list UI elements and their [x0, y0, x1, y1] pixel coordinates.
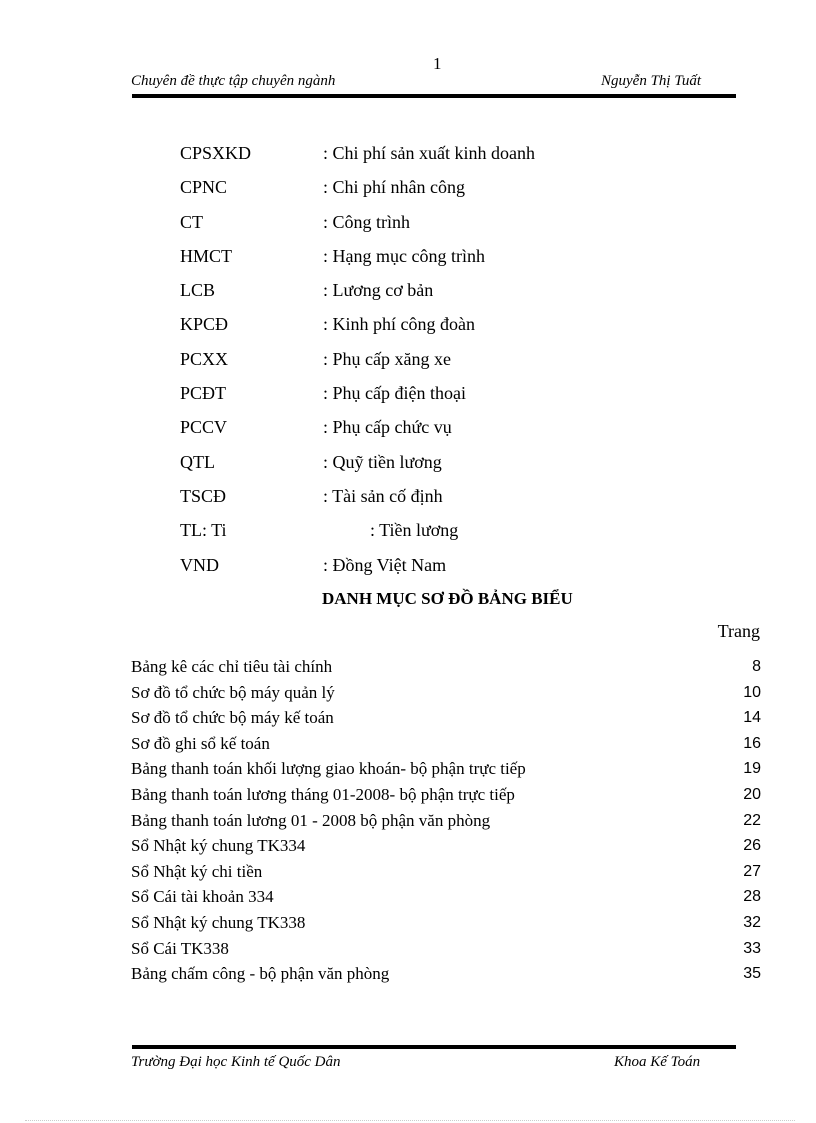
header-author-name: Nguyễn Thị Tuất: [601, 73, 702, 89]
footer-divider: [132, 1045, 736, 1049]
abbreviation-code: PCXX: [180, 348, 229, 369]
section-title: DANH MỤC SƠ ĐỒ BẢNG BIỂU: [322, 589, 573, 608]
abbreviation-definition: : Tài sản cố định: [323, 485, 443, 506]
abbreviation-definition: : Quỹ tiền lương: [323, 451, 442, 472]
toc-entry-title: Bảng kê các chỉ tiêu tài chính: [131, 657, 333, 676]
toc-entry-title: Sổ Nhật ký chung TK338: [131, 912, 306, 932]
toc-entry-page: 14: [743, 709, 761, 727]
abbreviation-code: LCB: [180, 280, 216, 301]
toc-entry: [131, 938, 761, 964]
toc-entry-page: 16: [743, 734, 761, 752]
toc-entry: [131, 963, 761, 989]
toc-entry-title: Sổ Cái tài khoản 334: [131, 887, 274, 907]
toc-entry-page: 35: [743, 965, 761, 983]
abbreviation-definition: : Chi phí nhân công: [323, 177, 465, 198]
abbreviation-definition: : Chi phí sản xuất kinh doanh: [323, 143, 535, 163]
abbreviation-definition: : Đồng Việt Nam: [323, 554, 447, 575]
abbreviation-code: VND: [180, 554, 219, 575]
toc-entry: [131, 758, 761, 784]
abbreviation-definition: : Kinh phí công đoàn: [323, 314, 475, 335]
abbreviation-definition: : Phụ cấp điện thoại: [323, 383, 466, 404]
abbreviation-code: HMCT: [180, 245, 233, 266]
abbreviation-definition: : Phụ cấp xăng xe: [323, 348, 451, 369]
page-number: 1: [433, 54, 442, 73]
abbreviation-code: PCĐT: [180, 383, 227, 404]
page-bottom-edge: [25, 1120, 795, 1121]
toc-entry-title: Sổ Cái TK338: [131, 938, 229, 958]
footer-university: Trường Đại học Kinh tế Quốc Dân: [131, 1054, 341, 1070]
abbreviation-code: CPSXKD: [180, 143, 252, 163]
header-divider: [132, 94, 736, 98]
toc-entry-page: 28: [743, 888, 761, 906]
toc-entry: [131, 707, 761, 733]
table-of-contents: [131, 656, 761, 989]
abbreviation-code: TSCĐ: [180, 485, 227, 506]
toc-entry-page: 26: [743, 837, 761, 855]
toc-entry-page: 8: [752, 658, 761, 675]
toc-entry-title: Bảng thanh toán lương tháng 01-2008- bộ phận trực tiếp: [131, 784, 515, 804]
toc-entry: [131, 861, 761, 887]
toc-entry-title: Sổ Nhật ký chung TK334: [131, 836, 306, 856]
toc-entry-page: 33: [743, 939, 761, 957]
abbreviation-code: TL: Ti: [180, 520, 227, 541]
header-document-title: Chuyên đề thực tập chuyên ngành: [131, 73, 336, 89]
abbreviation-code: QTL: [180, 451, 215, 472]
toc-entry-title: Bảng chấm công - bộ phận văn phòng: [131, 964, 390, 984]
toc-entry-page: 22: [743, 811, 761, 829]
abbreviation-definition: : Tiền lương: [370, 520, 459, 541]
toc-entry: [131, 912, 761, 938]
toc-entry-page: 10: [743, 683, 761, 701]
toc-entry-title: Bảng thanh toán lương 01 - 2008 bộ phận văn phòng: [131, 810, 491, 830]
abbreviation-code: PCCV: [180, 417, 228, 438]
toc-entry: [131, 733, 761, 759]
abbreviation-definition: : Hạng mục công trình: [323, 245, 485, 266]
toc-entry-title: Sổ Nhật ký chi tiền: [131, 861, 263, 881]
toc-entry: [131, 886, 761, 912]
toc-entry-title: Bảng thanh toán khối lượng giao khoán- bộ phận trực tiếp: [131, 759, 526, 779]
toc-entry: [131, 682, 761, 708]
toc-entry-page: 27: [743, 862, 761, 880]
abbreviation-code: CPNC: [180, 177, 228, 198]
toc-entry: [131, 810, 761, 836]
toc-entry-page: 19: [743, 760, 761, 778]
toc-entry: [131, 784, 761, 810]
page-column-label: Trang: [717, 621, 760, 641]
abbreviation-code: KPCĐ: [180, 314, 229, 335]
footer-faculty: Khoa Kế Toán: [614, 1054, 701, 1070]
abbreviation-definition: : Lương cơ bản: [323, 280, 434, 301]
toc-entry: [131, 835, 761, 861]
toc-entry-title: Sơ đồ tổ chức bộ máy kế toán: [131, 708, 334, 728]
toc-entry-page: 32: [743, 913, 761, 931]
abbreviation-definition: : Phụ cấp chức vụ: [323, 417, 452, 438]
abbreviation-code: CT: [180, 211, 204, 232]
abbreviation-definition: : Công trình: [323, 211, 411, 232]
toc-entry: [131, 656, 761, 682]
toc-entry-title: Sơ đồ tổ chức bộ máy quản lý: [131, 682, 335, 702]
toc-entry-title: Sơ đồ ghi sổ kế toán: [131, 733, 270, 753]
toc-entry-page: 20: [743, 785, 761, 803]
